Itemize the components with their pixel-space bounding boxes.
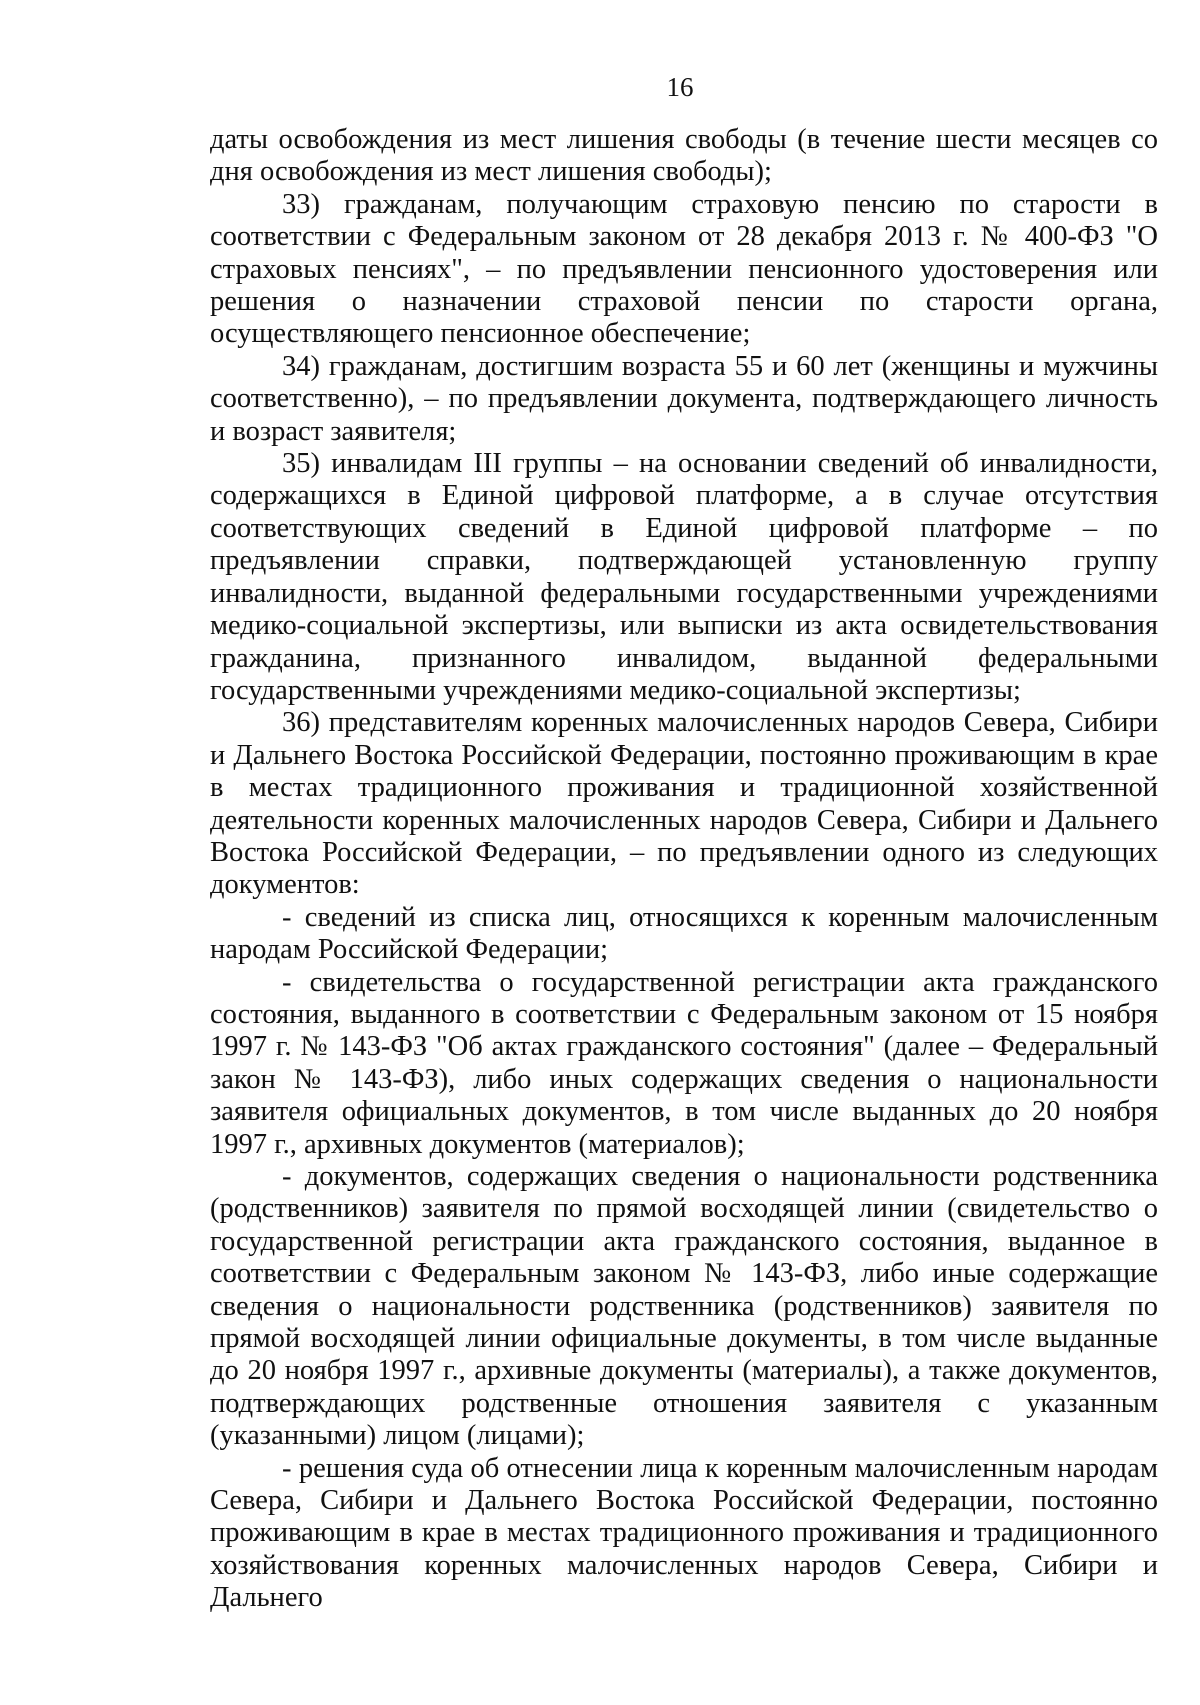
paragraph-item-33: 33) гражданам, получающим страховую пенсию по старости в соответствии с Федеральным законом от 28 декабря 2013 г. № 400-ФЗ "О страховых пенсиях", – по предъявлении пенсионного удостоверения или решения о назначении страховой пенсии по старости органа, осуществляющего пенсионное обеспечение; [210, 188, 1158, 350]
list-item-civil-registration-certificate: - свидетельства о государственной регистрации акта гражданского состояния, выданного в соответствии с Федеральным законом от 15 ноября 1997 г. № 143-ФЗ "Об актах гражданского состояния" (далее – Федеральный закон № 143-ФЗ), либо иных содержащих сведения о национальности заявителя официальных документов, в том числе выданных до 20 ноября 1997 г., архивных документов (материалов); [210, 966, 1158, 1160]
paragraph-item-35: 35) инвалидам III группы – на основании сведений об инвалидности, содержащихся в Единой цифровой платформе, а в случае отсутствия соответствующих сведений в Единой цифровой платформе – по предъявлении справки, подтверждающей установленную группу инвалидности, выданной федеральными государственными учреждениями медико-социальной экспертизы, или выписки из акта освидетельствования гражданина, признанного инвалидом, выданной федеральными государственными учреждениями медико-социальной экспертизы; [210, 448, 1158, 706]
paragraph-continuation: даты освобождения из мест лишения свободы (в течение шести месяцев со дня освобождения из мест лишения свободы); [210, 124, 1158, 188]
list-item-relative-documents: - документов, содержащих сведения о национальности родственника (родственников) заявителя по прямой восходящей линии (свидетельство о государственной регистрации акта гражданского состояния, выданное в соответствии с Федеральным законом № 143-ФЗ, либо иные содержащие сведения о национальности родственника (родственников) заявителя по прямой восходящей линии официальные документы, в том числе выданные до 20 ноября 1997 г., архивные документы (материалы), а также документов, подтверждающих родственные отношения заявителя с указанным (указанными) лицом (лицами); [210, 1161, 1158, 1452]
list-item-court-decision: - решения суда об отнесении лица к коренным малочисленным народам Севера, Сибири и Дальнего Востока Российской Федерации, постоянно проживающим в крае в местах традиционного проживания и традиционного хозяйствования коренных малочисленных народов Севера, Сибири и Дальнего [210, 1452, 1158, 1614]
paragraph-item-34: 34) гражданам, достигшим возраста 55 и 60 лет (женщины и мужчины соответственно), – по предъявлении документа, подтверждающего личность и возраст заявителя; [210, 350, 1158, 447]
paragraph-item-36: 36) представителям коренных малочисленных народов Севера, Сибири и Дальнего Востока Российской Федерации, постоянно проживающим в крае в местах традиционного проживания и традиционной хозяйственной деятельности коренных малочисленных народов Севера, Сибири и Дальнего Востока Российской Федерации, – по предъявлении одного из следующих документов: [210, 707, 1158, 901]
list-item-list-of-persons: - сведений из списка лиц, относящихся к коренным малочисленным народам Российской Федерации; [210, 901, 1158, 966]
document-body [210, 124, 1158, 1615]
page-number: 16 [666, 72, 694, 102]
